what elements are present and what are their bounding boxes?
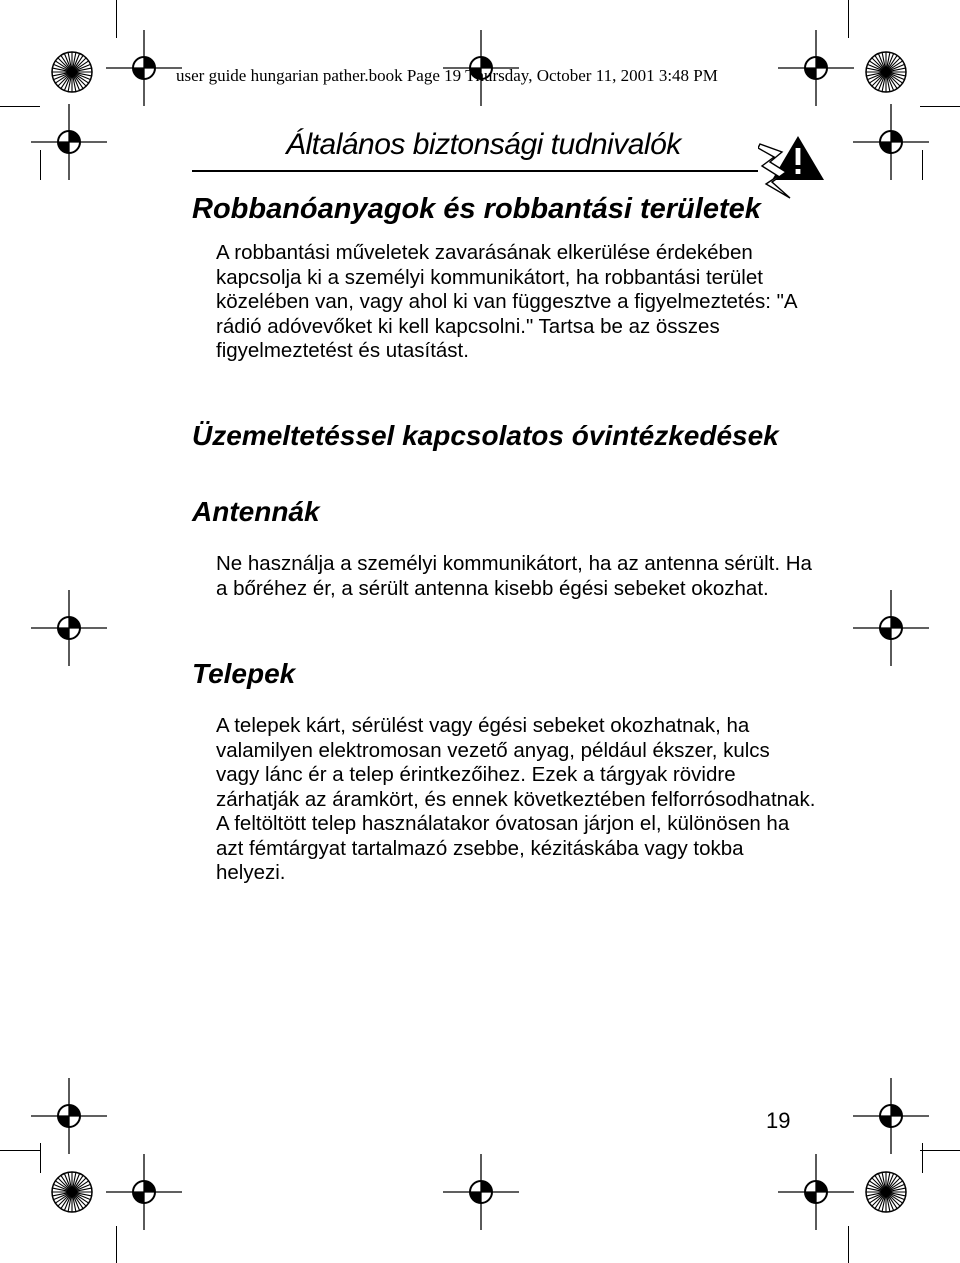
- book-slug-line: user guide hungarian pather.book Page 19 Thursday, October 11, 2001 3:48 PM: [176, 66, 718, 85]
- registration-mark-icon: [776, 1152, 856, 1232]
- star-target-icon: [32, 1152, 112, 1232]
- registration-mark-icon: [851, 102, 931, 182]
- title-divider: [192, 170, 758, 172]
- page-number: 19: [766, 1108, 791, 1133]
- section-heading-batteries: Telepek: [192, 658, 296, 689]
- registration-mark-icon: [851, 588, 931, 668]
- section-heading-operating: Üzemeltetéssel kapcsolatos óvintézkedések: [192, 420, 779, 451]
- registration-mark-icon: [441, 1152, 521, 1232]
- registration-mark-icon: [29, 588, 109, 668]
- section-heading-blasting: Robbanóanyagok és robbantási területek: [192, 193, 761, 225]
- registration-mark-icon: [776, 28, 856, 108]
- registration-mark-icon: [29, 1076, 109, 1156]
- registration-mark-icon: [29, 102, 109, 182]
- paragraph-batteries: A telepek kárt, sérülést vagy égési sebeket okozhatnak, ha valamilyen elektromosan vezető anyag, például ékszer, kulcs vagy lánc ér a telep érintkezőihez. Ezek a tárgyak rövidre zárhatják az áramkört, és ennek következtében felforrósodhatnak. A feltöltött telep használatakor óvatosan járjon el, különösen ha azt fémtárgyat tartalmazó zsebbe, kézitáskába vagy tokba helyezi.: [216, 714, 816, 884]
- star-target-icon: [846, 32, 926, 112]
- star-target-icon: [32, 32, 112, 112]
- section-heading-antennas: Antennák: [192, 496, 320, 527]
- star-target-icon: [846, 1152, 926, 1232]
- paragraph-antennas: Ne használja a személyi kommunikátort, ha az antenna sérült. Ha a bőréhez ér, a sérült antenna kisebb égési sebeket okozhat.: [216, 552, 812, 600]
- page-title: Általános biztonsági tudnivalók: [286, 128, 681, 161]
- registration-mark-icon: [104, 28, 184, 108]
- registration-mark-icon: [851, 1076, 931, 1156]
- paragraph-blasting: A robbantási műveletek zavarásának elkerülése érdekében kapcsolja ki a személyi kommunikátort, ha robbantási terület közelében van, vagy ahol ki van függesztve a figyelmeztetés: "A rádió adóvevőket ki kell kapcsolni." Tartsa be az összes figyelmeztetést és utasítást.: [216, 241, 797, 362]
- warning-icon: [758, 132, 828, 200]
- registration-mark-icon: [104, 1152, 184, 1232]
